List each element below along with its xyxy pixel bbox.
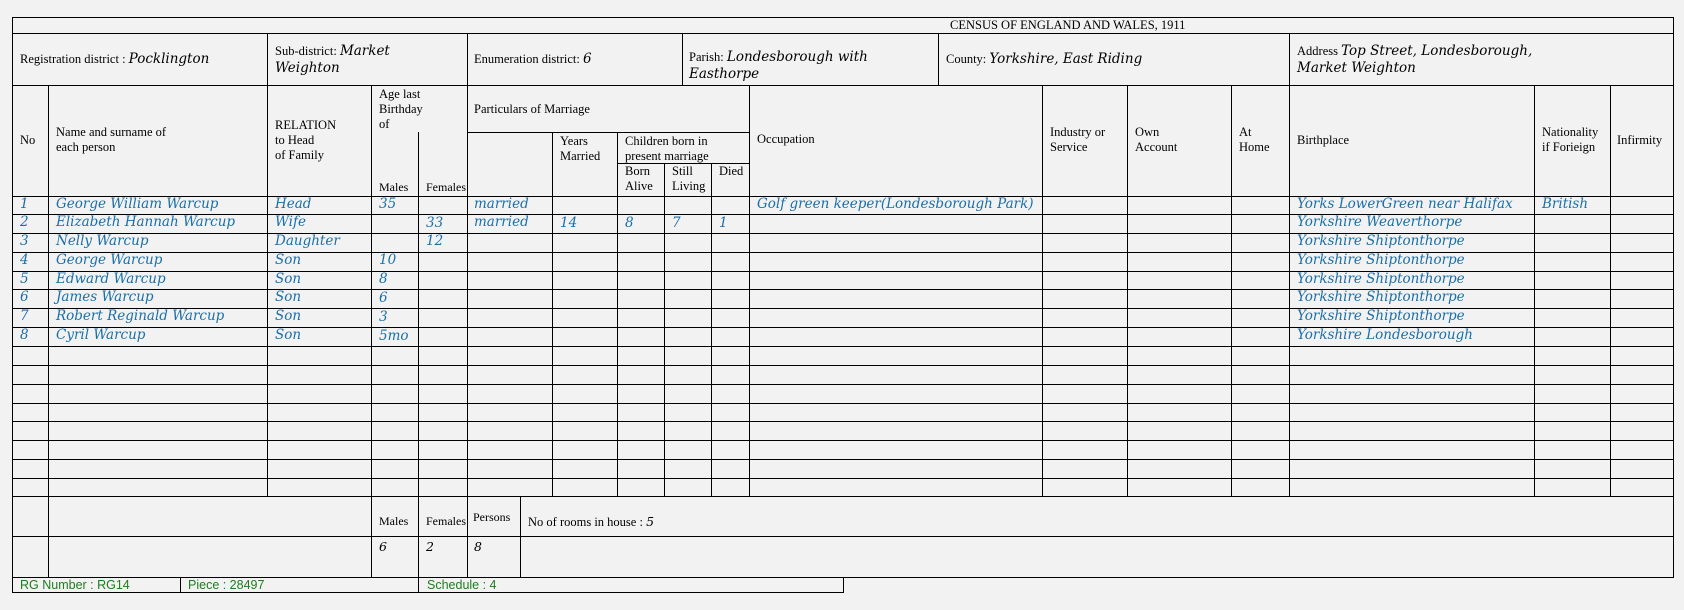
divider: [12, 536, 1674, 537]
row-no: 1: [20, 196, 29, 212]
totals-females-label: Females: [426, 514, 466, 528]
col-name: Name and surname of each person: [56, 125, 167, 154]
divider: [12, 384, 1674, 385]
row-no: 8: [20, 327, 29, 343]
row-relation: Son: [275, 289, 302, 305]
col-age: Age last Birthday of: [379, 87, 423, 131]
col-occupation: Occupation: [757, 132, 815, 146]
row-birthplace: Yorkshire Shiptonthorpe: [1297, 289, 1465, 305]
row-relation: Son: [275, 271, 302, 287]
totals-males-value: 6: [379, 539, 387, 554]
divider: [664, 163, 665, 496]
row-birthplace: Yorkshire Shiptonthorpe: [1297, 233, 1465, 249]
divider: [48, 85, 49, 496]
row-occupation: Golf green keeper(Londesborough Park): [757, 196, 1034, 212]
divider: [12, 421, 1674, 422]
row-relation: Son: [275, 308, 302, 324]
col-children: Children born in present marriage: [625, 134, 709, 163]
col-relation: RELATION to Head of Family: [275, 118, 337, 162]
divider: [1127, 85, 1128, 496]
divider: [48, 496, 49, 578]
rg-number: RG Number : RG14: [20, 578, 130, 592]
divider: [749, 85, 750, 496]
divider: [843, 578, 844, 592]
divider: [938, 33, 939, 85]
row-no: 7: [20, 308, 29, 324]
divider: [12, 440, 1674, 441]
row-no: 4: [20, 252, 29, 268]
col-females: Females: [426, 180, 466, 194]
totals-persons-label: Persons: [473, 510, 511, 524]
divider: [1534, 85, 1535, 496]
col-at-home: At Home: [1239, 125, 1270, 154]
divider: [418, 578, 419, 592]
row-name: James Warcup: [56, 289, 154, 305]
divider: [682, 33, 683, 85]
row-male-age: 3: [379, 309, 388, 325]
divider: [520, 496, 521, 578]
row-no: 5: [20, 271, 29, 287]
col-no: No: [20, 133, 36, 147]
divider: [418, 132, 419, 496]
divider: [617, 132, 618, 496]
row-male-age: 35: [379, 196, 397, 212]
divider: [552, 132, 553, 496]
divider: [1042, 85, 1043, 496]
divider: [1289, 85, 1290, 496]
row-name: Edward Warcup: [56, 271, 166, 287]
divider: [12, 578, 13, 592]
col-marriage: Particulars of Marriage: [474, 102, 590, 116]
row-nationality: British: [1542, 196, 1589, 212]
sub-district: Sub-district: Market Weighton: [275, 43, 390, 76]
row-male-age: 10: [379, 252, 397, 268]
divider: [1289, 33, 1290, 85]
row-birthplace: Yorkshire Shiptonthorpe: [1297, 252, 1465, 268]
col-died: Died: [719, 164, 744, 178]
col-still-living: Still Living: [672, 164, 706, 193]
row-no: 6: [20, 289, 29, 305]
col-born-alive: Born Alive: [625, 164, 653, 193]
divider: [12, 459, 1674, 460]
row-relation: Son: [275, 327, 302, 343]
row-name: Nelly Warcup: [56, 233, 149, 249]
divider: [1610, 85, 1611, 496]
divider: [467, 33, 468, 85]
divider: [1231, 85, 1232, 496]
row-no: 2: [20, 214, 29, 230]
row-died: 1: [719, 215, 728, 231]
totals-males-label: Males: [379, 514, 409, 528]
divider: [418, 496, 419, 578]
row-relation: Head: [275, 196, 312, 212]
row-name: George William Warcup: [56, 196, 219, 212]
row-no: 3: [20, 233, 29, 249]
divider: [12, 478, 1674, 479]
divider: [467, 496, 468, 578]
row-marriage: married: [474, 214, 529, 230]
row-years: 14: [560, 215, 578, 231]
schedule-number: Schedule : 4: [427, 578, 497, 592]
divider: [371, 496, 372, 578]
row-relation: Daughter: [275, 233, 340, 249]
totals-persons-value: 8: [474, 539, 482, 554]
col-industry: Industry or Service: [1050, 125, 1106, 154]
divider: [12, 346, 1674, 347]
row-birthplace: Yorkshire Shiptonthorpe: [1297, 271, 1465, 287]
divider: [12, 496, 1674, 497]
address: Address Top Street, Londesborough, Market Weighton: [1297, 43, 1533, 76]
col-nationality: Nationality if Forieign: [1542, 125, 1599, 154]
row-still-living: 7: [672, 215, 681, 231]
divider: [267, 85, 268, 496]
divider: [12, 365, 1674, 366]
row-name: George Warcup: [56, 252, 163, 268]
divider: [371, 85, 372, 496]
row-birthplace: Yorkshire Weaverthorpe: [1297, 214, 1463, 230]
row-relation: Son: [275, 252, 302, 268]
row-male-age: 8: [379, 271, 388, 287]
divider: [467, 85, 468, 496]
form-title: CENSUS OF ENGLAND AND WALES, 1911: [950, 18, 1186, 32]
row-name: Robert Reginald Warcup: [56, 308, 225, 324]
row-relation: Wife: [275, 214, 306, 230]
col-birthplace: Birthplace: [1297, 133, 1350, 147]
col-infirmity: Infirmity: [1617, 133, 1663, 147]
row-birthplace: Yorks LowerGreen near Halifax: [1297, 196, 1513, 212]
row-born-alive: 8: [625, 215, 634, 231]
row-female-age: 33: [426, 215, 444, 231]
divider: [467, 132, 749, 133]
divider: [12, 592, 844, 593]
enumeration-district: Enumeration district: 6: [474, 51, 592, 67]
col-males: Males: [379, 180, 409, 194]
row-birthplace: Yorkshire Londesborough: [1297, 327, 1473, 343]
totals-females-value: 2: [426, 539, 434, 554]
divider: [12, 85, 1674, 86]
rooms-count: No of rooms in house : 5: [528, 514, 655, 529]
divider: [12, 403, 1674, 404]
row-birthplace: Yorkshire Shiptonthorpe: [1297, 308, 1465, 324]
row-name: Elizabeth Hannah Warcup: [56, 214, 236, 230]
divider: [711, 163, 712, 496]
divider: [267, 33, 268, 85]
col-own-account: Own Account: [1135, 125, 1178, 154]
divider: [12, 33, 1674, 34]
row-marriage: married: [474, 196, 529, 212]
row-male-age: 5mo: [379, 328, 409, 344]
row-female-age: 12: [426, 233, 444, 249]
divider: [180, 578, 181, 592]
county: County: Yorkshire, East Riding: [946, 51, 1143, 67]
col-years-married: Years Married: [560, 134, 601, 163]
parish: Parish: Londesborough with Easthorpe: [689, 49, 868, 82]
registration-district: Registration district : Pocklington: [20, 51, 210, 67]
row-male-age: 6: [379, 290, 388, 306]
row-name: Cyril Warcup: [56, 327, 146, 343]
piece-number: Piece : 28497: [188, 578, 265, 592]
